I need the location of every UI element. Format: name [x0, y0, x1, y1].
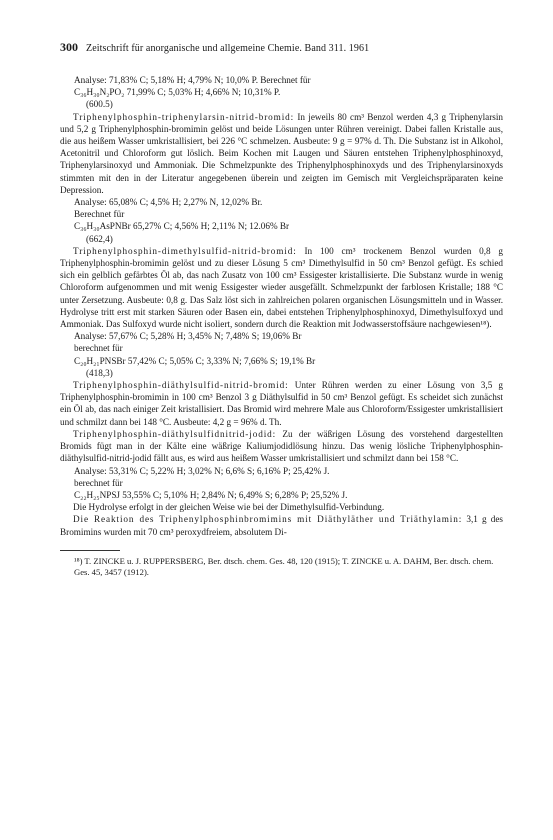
page-number: 300 [60, 40, 78, 54]
formula-line [60, 489, 503, 501]
block-text: 3,1 g des Bromimins wurden mit 70 cm³ peroxydfreiem, absolutem Di- [60, 514, 503, 537]
block-text: (600.5) [86, 99, 113, 110]
block-text: (418,3) [86, 367, 113, 378]
block-text: C₃₆H₃₀N₂PO₂ 71,99% C; 5,03% H; 4,66% N; 10,31% P. [74, 87, 281, 98]
section-title: Triphenylphosphin-diäthylsulfidnitrid-jodid: [73, 428, 277, 439]
footnote: ¹⁸) T. ZINCKE u. J. RUPPERSBERG, Ber. dtsch. chem. Ges. 48, 120 (1915); T. ZINCKE u. A. DAHM, Ber. dtsch. chem. Ges. 45, 3457 (1912). [74, 555, 494, 578]
block-text: C₃₆H₃₀AsPNBr 65,27% C; 4,56% H; 2,11% N; 12.06% Br [74, 221, 290, 232]
section-title: Triphenylphosphin-dimethylsulfid-nitrid-bromid: [73, 245, 297, 256]
block-text: (662,4) [86, 233, 113, 244]
formula-line [60, 220, 503, 232]
analysis-line [60, 342, 503, 354]
section-title: Die Reaktion des Triphenylphosphinbromimins mit Diäthyläther und Triäthylamin: [73, 514, 463, 525]
page [60, 40, 503, 579]
molar-mass [60, 98, 503, 110]
molar-mass [60, 233, 503, 245]
section-paragraph [60, 428, 503, 465]
article-body [60, 74, 503, 538]
footnote-divider [60, 550, 120, 551]
block-text: Zu der wäßrigen Lösung des vorstehend dargestellten Bromids fügt man in der Kälte eine wäßrige Kaliumjodidlösung hinzu. Das wenig lösliche Triphenylphosphin-diäthylsulfid-nitrid-jodid fällt aus, es wird aus heißem Wasser umkristallisiert und schmilzt dann bei 158 °C. [60, 428, 503, 464]
block-text: In 100 cm³ trockenem Benzol wurden 0,8 g Triphenylphosphin-bromimin gelöst und zu dieser Lösung 5 cm³ Dimethylsulfid in 50 cm³ Benzol gefügt. Es schied sich ein gelblich gefärbtes Öl ab, das nach Zusatz von 100 cm³ Essigester kristallisierte. Die Substanz wurde in wenig Chloroform aufgenommen und mit wenig Essigester wieder ausgefällt. Schmelzpunkt der farblosen Kristalle; 188 °C unter Zersetzung. Ausbeute: 0,8 g. Das Salz löst sich in zahlreichen polaren organischen Lösungsmitteln und in Wasser. Hydrolyse tritt erst mit starken Säuren oder Basen ein, dabei entstehen Triphenylphosphinoxyd, Dimethylsulfoxyd und Ammoniak. Das Sulfoxyd wurde nicht isoliert, sondern durch die Reaktion mit Jodwasserstoffsäure nachgewiesen¹⁸). [60, 245, 503, 330]
page-header [60, 40, 503, 60]
block-text: Berechnet für [74, 209, 125, 220]
block-text: Analyse: 71,83% C; 5,18% H; 4,79% N; 10,0% P. Berechnet für [74, 75, 311, 85]
analysis-line [60, 196, 503, 208]
analysis-line [60, 208, 503, 220]
block-text: Analyse: 65,08% C; 4,5% H; 2,27% N, 12,02% Br. [74, 197, 263, 208]
formula-line [60, 355, 503, 367]
analysis-line [60, 465, 503, 477]
section-paragraph [60, 111, 503, 196]
molar-mass [60, 367, 503, 379]
block-text: C₂₀H₂₁PNSBr 57,42% C; 5,05% C; 3,33% N; 7,66% S; 19,1% Br [74, 355, 316, 366]
block-text: In jeweils 80 cm³ Benzol werden 4,3 g Triphenylarsin und 5,2 g Triphenylphosphin-bromimin gelöst und beide Lösungen unter Rühren vereinigt. Dabei fallen Kristalle aus, die aus heißem Wasser umkristallisiert, bei 226 °C schmelzen. Ausbeute: 9 g = 97% d. Th. Die Substanz ist in Alkohol, Acetonitril und Chloroform gut löslich. Beim Kochen mit Laugen und Säuren entstehen Triphenylphosphinoxyd, Triphenylarsinoxyd und Ammoniak. Die Schmelzpunkte des Triphenylphosphinoxyds und des Triphenylarsinoxyds stimmten mit den in der Literatur angegebenen überein und zeigten im Gemisch mit Vergleichspräparaten keine Depression. [60, 111, 503, 195]
block-text: Unter Rühren werden zu einer Lösung von 3,5 g Triphenylphosphin-bromimin in 100 cm³ Benzol 3 g Diäthylsulfid in 50 cm³ Benzol gefügt. Es scheidet sich zunächst ein Öl ab, das nach einiger Zeit kristallisiert. Das Bromid wird mehrere Male aus Chloroform/Essigester umkristallisiert und schmilzt dann bei 148 °C. Ausbeute: 4,2 g = 96% d. Th. [60, 380, 503, 427]
block-text: Analyse: 53,31% C; 5,22% H; 3,02% N; 6,6% S; 6,16% P; 25,42% J. [74, 465, 330, 476]
section-title: Triphenylphosphin-diäthylsulfid-nitrid-bromid: [73, 380, 289, 391]
running-head: Zeitschrift für anorganische und allgemeine Chemie. Band 311. 1961 [86, 43, 370, 54]
body-paragraph [60, 501, 503, 513]
block-text: berechnet für [74, 477, 123, 488]
analysis-line [60, 330, 503, 342]
analysis-line [60, 477, 503, 489]
block-text: Analyse: 57,67% C; 5,28% H; 3,45% N; 7,48% S; 19,06% Br [74, 331, 302, 342]
section-paragraph [60, 513, 503, 537]
block-text: C₂₂H₂₅NPSJ 53,55% C; 5,10% H; 2,84% N; 6,49% S; 6,28% P; 25,52% J. [74, 489, 348, 500]
block-text: berechnet für [74, 343, 123, 354]
section-paragraph [60, 245, 503, 330]
section-title: Triphenylphosphin-triphenylarsin-nitrid-bromid: [73, 111, 295, 122]
analysis-line [60, 74, 503, 86]
section-paragraph [60, 379, 503, 428]
block-text: Die Hydrolyse erfolgt in der gleichen Weise wie bei der Dimethylsulfid-Verbindung. [73, 502, 385, 513]
formula-line [60, 86, 503, 98]
